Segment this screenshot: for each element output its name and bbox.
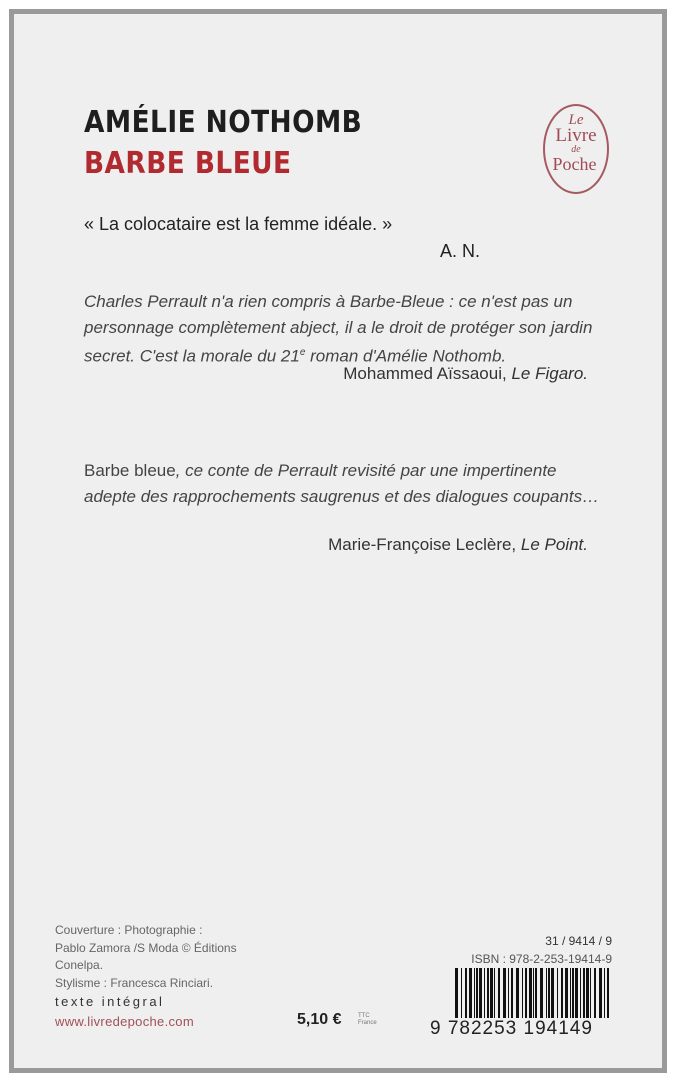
barcode-bar (604, 968, 605, 1018)
barcode-bar (594, 968, 596, 1018)
barcode-bar (557, 968, 558, 1018)
barcode-digits: 9 782253 194149 (430, 1018, 593, 1039)
website-link[interactable]: www.livredepoche.com (55, 1014, 194, 1029)
barcode-bar (551, 968, 554, 1018)
review-2: Barbe bleue, ce conte de Perrault revisité par une impertinente adepte des rapprochements saugrenus et des dialogues coupants… (84, 461, 600, 506)
barcode-bar (465, 968, 467, 1018)
logo-text: Poche (552, 154, 597, 174)
barcode-bar (599, 968, 602, 1018)
barcode-bar (590, 968, 591, 1018)
logo-text: de (571, 144, 581, 155)
book-title: BARBE BLEUE (84, 146, 292, 181)
barcode-bar (476, 968, 478, 1018)
barcode-bar (525, 968, 527, 1018)
barcode-bar (511, 968, 513, 1018)
barcode-bar (565, 968, 568, 1018)
price-note: TTC France (358, 1013, 377, 1026)
barcode-bar (503, 968, 506, 1018)
barcode-bar (490, 968, 493, 1018)
publisher-logo (543, 104, 609, 194)
epigraph-quote: « La colocataire est la femme idéale. » (84, 214, 393, 234)
barcode-bar (533, 968, 534, 1018)
logo-text: Le (568, 112, 584, 128)
review-1-attribution: Mohammed Aïssaoui, Le Figaro. (343, 364, 588, 383)
barcode-bar (474, 968, 475, 1018)
barcode-bar (469, 968, 472, 1018)
barcode-bar (529, 968, 532, 1018)
barcode-bar (508, 968, 509, 1018)
barcode-bar (516, 968, 519, 1018)
credits: Couverture : Photographie : Pablo Zamora /S Moda © Éditions Conelpa. Stylisme : Francesca Rinciari. (55, 923, 237, 990)
barcode (455, 968, 613, 1020)
author-name: AMÉLIE NOTHOMB (84, 105, 363, 140)
barcode-bar (455, 968, 458, 1018)
price: 5,10 € (297, 1011, 342, 1028)
barcode-bar (487, 968, 489, 1018)
integral-text: texte intégral (55, 994, 165, 1009)
review-2-attribution: Marie-Françoise Leclère, Le Point. (328, 535, 588, 554)
barcode-bar (548, 968, 550, 1018)
barcode-bar (575, 968, 578, 1018)
catalog-code: 31 / 9414 / 9 (545, 934, 612, 948)
barcode-bar (580, 968, 581, 1018)
logo-text: Livre (555, 125, 597, 146)
barcode-bar (479, 968, 482, 1018)
barcode-bar (535, 968, 537, 1018)
barcode-bar (540, 968, 543, 1018)
barcode-bar (607, 968, 609, 1018)
barcode-bar (561, 968, 563, 1018)
barcode-bar (570, 968, 571, 1018)
epigraph-signature: A. N. (440, 241, 481, 261)
barcode-bar (572, 968, 574, 1018)
review-1: Charles Perrault n'a rien compris à Barbe-Bleue : ce n'est pas un personnage complètement abject, il a le droit de protéger son jardin secret. C'est la morale du 21e roman d'Amélie Nothomb. (84, 292, 593, 366)
barcode-bar (586, 968, 589, 1018)
barcode-bar (546, 968, 547, 1018)
barcode-bar (494, 968, 495, 1018)
barcode-bar (484, 968, 485, 1018)
barcode-bar (583, 968, 585, 1018)
barcode-bar (461, 968, 462, 1018)
isbn: ISBN : 978-2-253-19414-9 (471, 952, 612, 966)
barcode-bar (522, 968, 523, 1018)
barcode-bar (498, 968, 500, 1018)
